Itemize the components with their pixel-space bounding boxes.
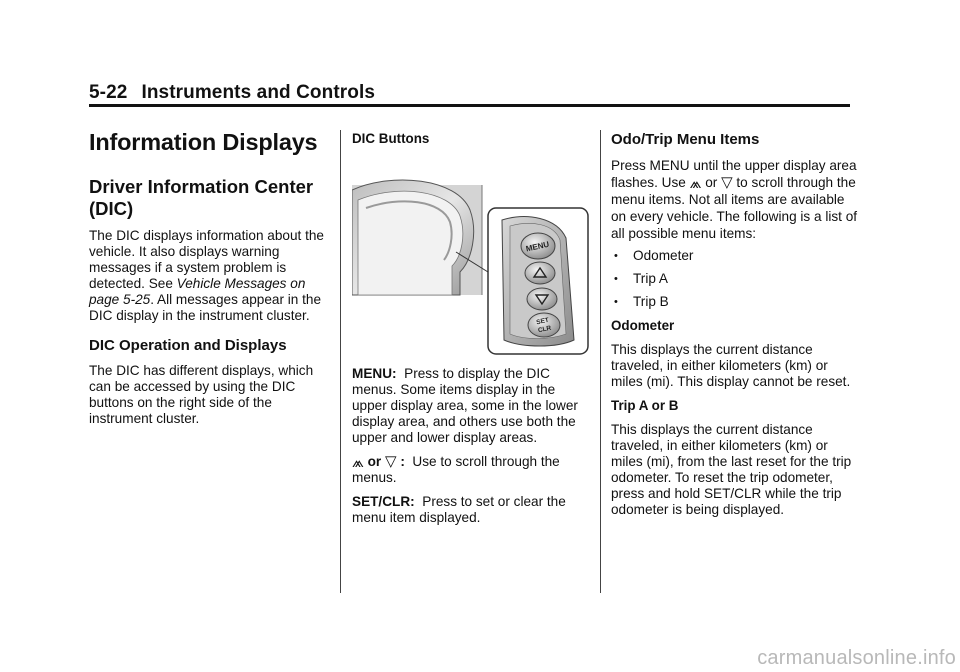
- trip-heading: Trip A or B: [611, 398, 679, 413]
- dic-buttons-illustration: [352, 160, 590, 356]
- arrows-colon: :: [400, 454, 405, 469]
- arrows-description: [352, 454, 590, 486]
- bullet-icon: •: [614, 250, 618, 262]
- up-arrow-icon: ⩕: [352, 454, 364, 471]
- setclr-text: Press to set or clear the menu item displayed.: [352, 494, 566, 525]
- arrows-text: Use to scroll through the menus.: [352, 454, 560, 485]
- down-button: [527, 288, 557, 310]
- menu-description: [352, 366, 590, 446]
- dic-intro-text-2: . All messages appear in the DIC display in the instrument cluster.: [89, 292, 322, 323]
- list-item: • Trip B: [614, 294, 669, 309]
- menu-text: Press to display the DIC menus. Some items display in the upper display area, some in the lower display area, and others use both the upper and lower display areas.: [352, 366, 578, 445]
- odo-trip-intro: [611, 157, 859, 242]
- menu-items-list: [611, 248, 859, 310]
- odo-intro-or: or: [705, 175, 718, 190]
- up-button: [525, 262, 555, 284]
- header-rule: [89, 104, 850, 107]
- clr-label: CLR: [537, 324, 552, 335]
- column-2: [352, 131, 590, 526]
- vehicle-messages-link[interactable]: Vehicle Messages on page 5-25: [89, 276, 306, 307]
- bullet-icon: •: [614, 296, 618, 308]
- odo-intro-text-1: Press MENU until the upper display area flashes. Use: [611, 158, 857, 190]
- column-divider-2: [600, 130, 601, 593]
- down-arrow-icon: ▽: [721, 174, 733, 191]
- odometer-paragraph: This displays the current distance traveled, in either kilometers (km) or miles (mi). This display cannot be reset.: [611, 342, 851, 389]
- column-divider-1: [340, 130, 341, 593]
- watermark: carmanualsonline.info: [757, 647, 956, 669]
- section-heading-dic: Driver Information Center (DIC): [89, 176, 314, 219]
- setclr-label: SET/CLR:: [352, 494, 415, 509]
- cluster-dial-face: [358, 191, 463, 295]
- column-3: [611, 131, 859, 518]
- dic-intro-paragraph: [89, 228, 332, 324]
- odo-intro-text-2: to scroll through the menu items. Not all items are available on every vehicle. The following is a list of all possible menu items:: [611, 175, 858, 241]
- page-title: Information Displays: [89, 129, 318, 155]
- setclr-description: [352, 494, 590, 526]
- subheading-operation: DIC Operation and Displays: [89, 337, 287, 354]
- down-arrow-icon: ▽: [384, 453, 397, 470]
- dic-intro-text-1: The DIC displays information about the vehicle. It also displays warning messages if a system problem is detected. See: [89, 228, 324, 291]
- trip-paragraph: This displays the current distance traveled, in either kilometers (km) or miles (mi), from the last reset for the trip odometer. To reset the trip odometer, press and hold SET/CLR while the trip odometer is being displayed.: [611, 422, 852, 517]
- set-clr-button: [528, 313, 560, 337]
- section-title: Instruments and Controls: [141, 82, 376, 103]
- running-header: [89, 82, 850, 104]
- menu-button-label: MENU: [525, 239, 550, 254]
- set-label: SET: [535, 316, 550, 327]
- menu-label: MENU:: [352, 366, 397, 381]
- column-1: [89, 124, 332, 427]
- operation-paragraph: The DIC has different displays, which can be accessed by using the DIC buttons on the right side of the instrument cluster.: [89, 363, 314, 426]
- subheading-odo-trip: Odo/Trip Menu Items: [611, 131, 760, 148]
- list-item: • Trip A: [614, 271, 668, 286]
- page-number: 5-22: [89, 82, 128, 103]
- arrows-or: or: [367, 454, 382, 469]
- up-arrow-icon: ⩕: [689, 175, 702, 192]
- odometer-heading: Odometer: [611, 318, 675, 333]
- bullet-icon: •: [614, 273, 618, 285]
- figure-caption: DIC Buttons: [352, 131, 430, 146]
- list-item: • Odometer: [614, 248, 694, 263]
- dic-buttons-figure: [352, 160, 590, 356]
